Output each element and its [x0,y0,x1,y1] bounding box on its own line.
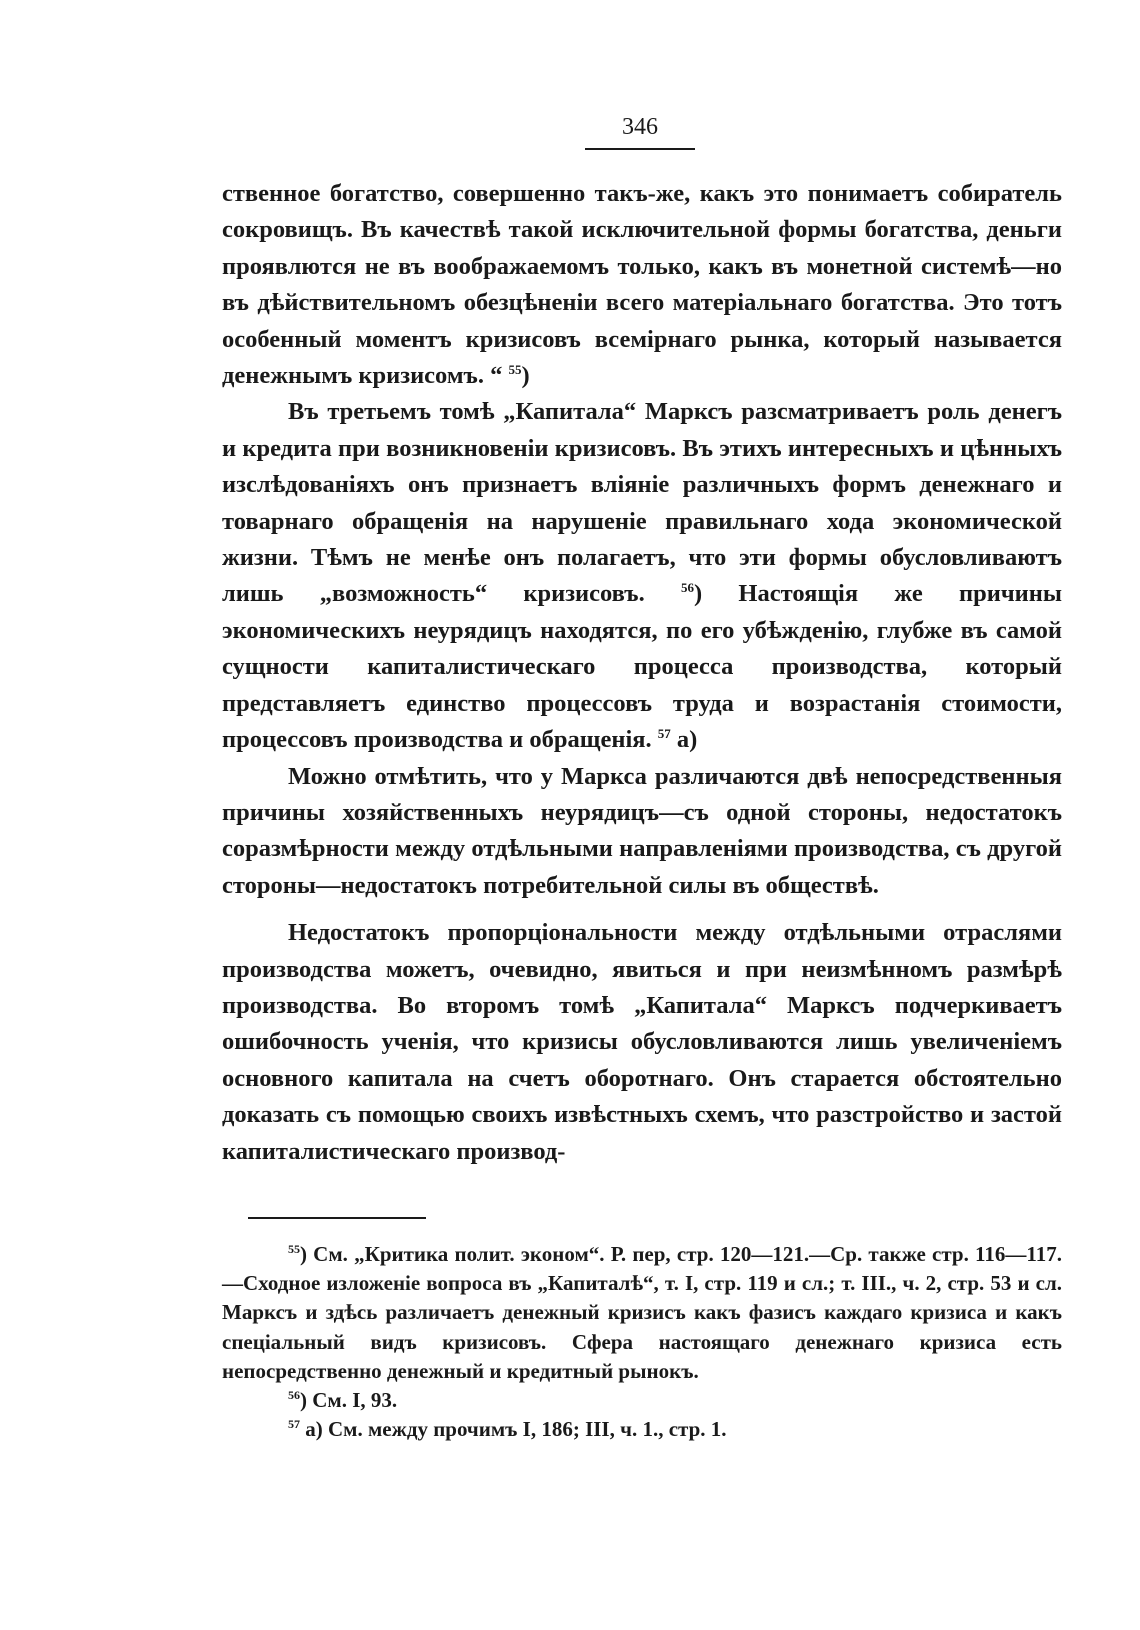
page-number: 346 [622,114,658,140]
paragraph-4: Недостатокъ пропорціональности между отдѣльными отраслями производства можетъ, очевидно, явиться и при неизмѣнномъ размѣрѣ производства. Во второмъ томѣ „Капитала“ Марксъ подчеркиваетъ ошибочность ученія, что кризисы обусловливаются лишь увеличеніемъ основного капитала на счетъ оборотнаго. Онъ старается обстоятельно доказать съ помощью своихъ извѣстныхъ схемъ, что разстройство и застой капиталистическаго производ- [222,919,1062,1165]
main-text [222,176,1062,1170]
footnote-mark: 57 [288,1417,300,1432]
footnote-ref-55[interactable]: 55 [508,362,522,378]
footnote-57: $^{57}$ а) См. между прочимъ I, 186; III, ч. 1., стр. 1. [288,1417,727,1442]
footnote-ref-57[interactable]: 57 [657,726,671,742]
paragraph-2: Въ третьемъ томѣ „Капитала“ Марксъ разсматриваетъ роль денегъ и кредита при возникновеніи кризисовъ. Въ этихъ интересныхъ и цѣнныхъ изслѣдованіяхъ онъ признаетъ вліяніе различныхъ формъ денежнаго и товарнаго обращенія на нарушеніе правильнаго хода экономической жизни. Тѣмъ не менѣе онъ полагаетъ, что эти формы обусловливаютъ лишь „возможность“ кризисовъ. $^{56}$) Настоящія же причины экономическихъ неурядицъ находятся, по его убѣжденію, глубже въ самой сущности капиталистическаго процесса производства, который представляетъ единство процессовъ труда и возрастанія стоимости, процессовъ производства и обращенія. $^{57}$ а) [222,398,1062,754]
paragraph-1: ственное богатство, совершенно такъ-же, какъ это понимаетъ собиратель сокровищъ. Въ качествѣ такой исключительной формы богатства, деньги проявлются не въ воображаемомъ только, какъ въ монетной системѣ—но въ дѣйствительномъ обезцѣненіи всего матеріальнаго богатства. Это тотъ особенный моментъ кризисовъ всемірнаго рынка, который называется денежнымъ кризисомъ. “ $^{55}$) [222,180,1062,390]
paragraph-3: Можно отмѣтить, что у Маркса различаются двѣ непосредственныя причины хозяйственныхъ неурядицъ—съ одной стороны, недостатокъ соразмѣрности между отдѣльными направленіями производства, съ другой стороны—недостатокъ потребительной силы въ обществѣ. [222,762,1062,899]
footnote-mark: 56 [288,1388,300,1403]
footnote-55: $^{55}$) См. „Критика полит. эконом“. Р. пер, стр. 120—121.—Ср. также стр. 116—117.—Сходное изложеніе вопроса въ „Капиталѣ“, т. I, стр. 119 и сл.; т. III., ч. 2, стр. 53 и сл. Марксъ и здѣсь различаетъ денежный кризисъ какъ фазисъ каждаго кризиса и какъ спеціальный видъ кризисовъ. Сфера настоящаго денежнаго кризиса есть непосредственно денежный и кредитный рынокъ. [222,1242,1062,1383]
footnote-mark: 55 [288,1242,300,1256]
page-number-underline [585,148,695,150]
footnote-ref-56[interactable]: 56 [681,580,694,596]
footnote-separator [248,1217,426,1219]
footnotes [222,1240,1062,1444]
footnote-56: $^{56}$) См. I, 93. [288,1388,398,1413]
